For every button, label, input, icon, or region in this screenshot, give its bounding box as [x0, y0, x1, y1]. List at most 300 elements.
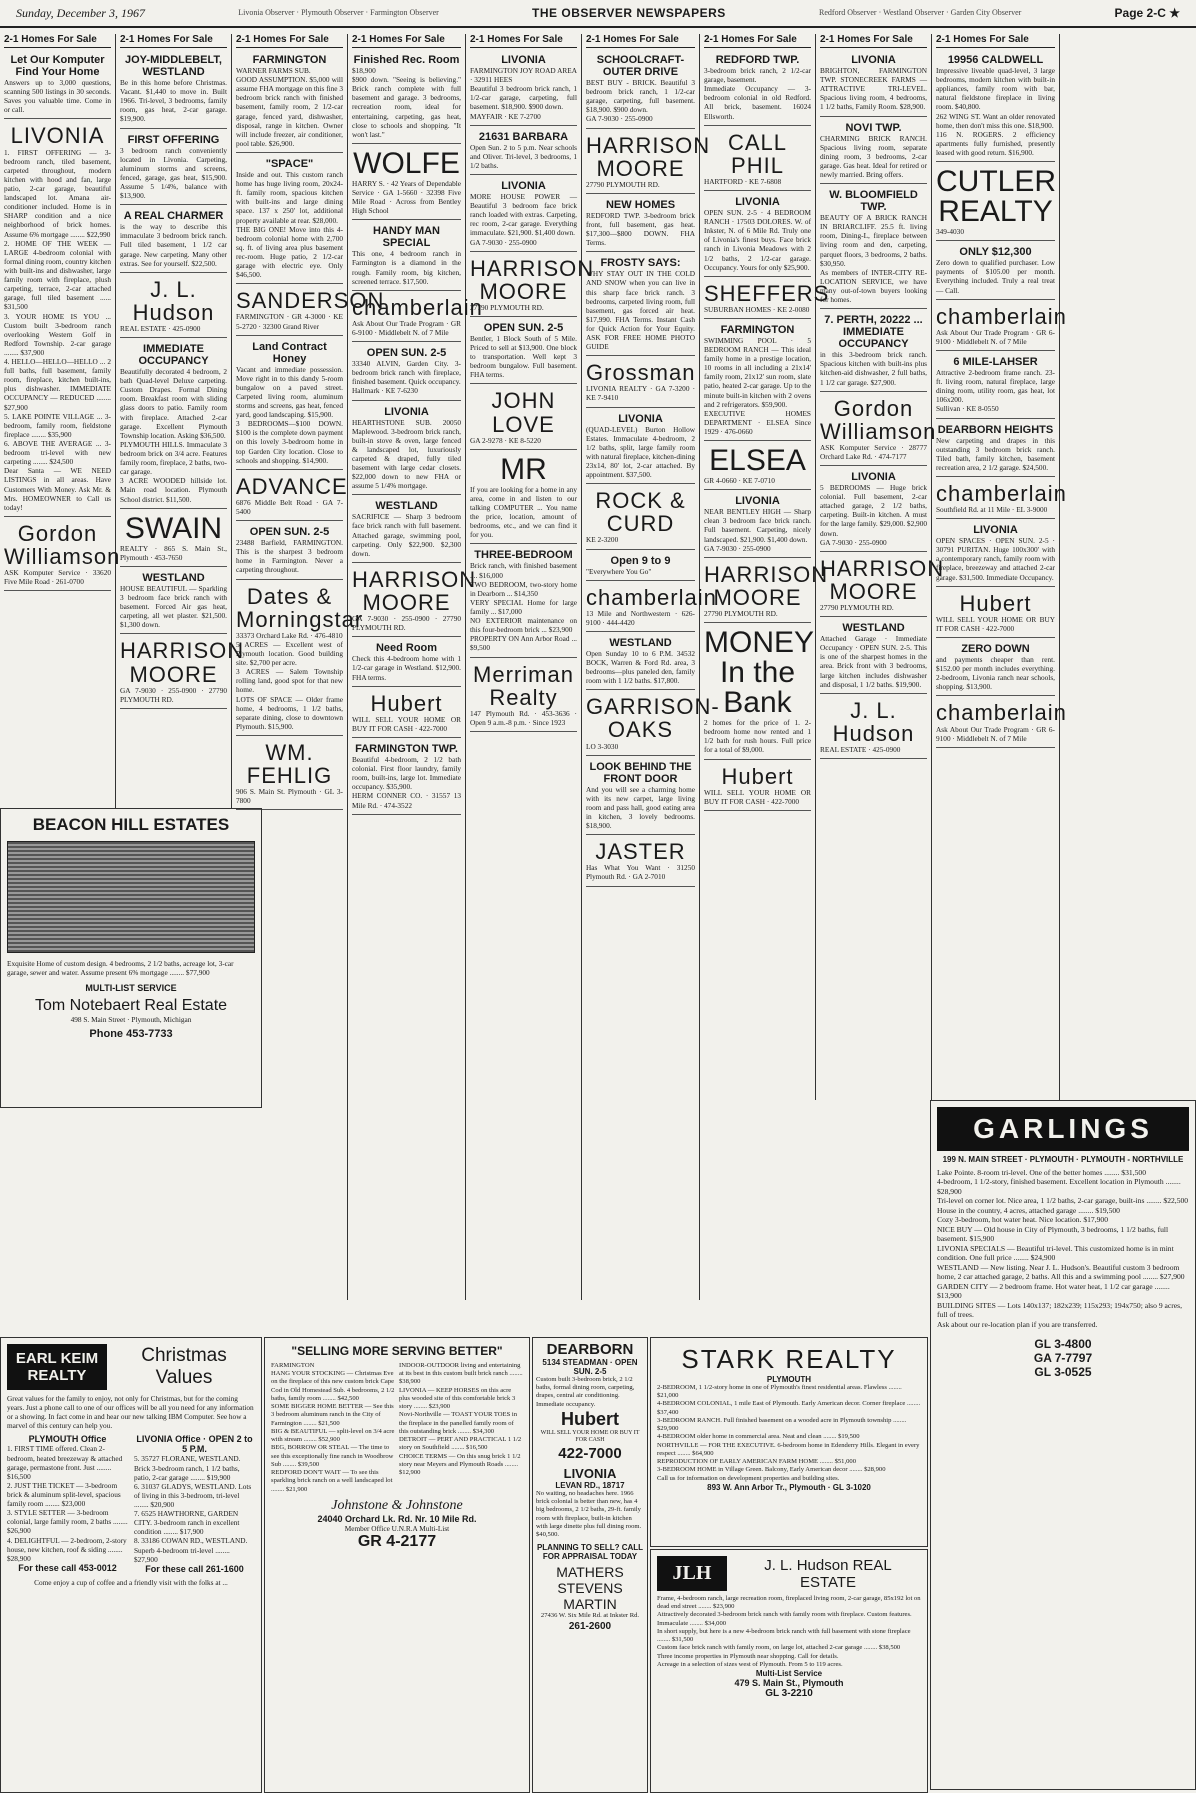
classified-column [582, 34, 720, 1300]
ad-title: FIRST OFFERING [127, 133, 220, 146]
ad-body: and payments cheaper than rent. $152.00 per month includes everything. 2-bedroom, Livonia ranch near schools, shopping. $13,900. [936, 655, 1055, 692]
classified-ad [936, 243, 1055, 299]
classified-ad [820, 311, 927, 391]
classified-ad [704, 762, 811, 811]
ad-body: $18,900 $900 down. "Seeing is believing." Brick ranch complete with full basement and garage. 3 bedrooms, recreation room, ideal for entertaining, carpeting, gas heat, close to schools and shopping. "It won't last." [352, 66, 461, 139]
realtor-name: HARRISON MOORE [704, 561, 829, 610]
ad-body: Ask About Our Trade Program · GR 6-9100 · Middlebelt N. of 7 Mile [352, 318, 461, 337]
ad-title: 6 MILE-LAHSER [953, 355, 1038, 368]
classified-ad [120, 511, 227, 567]
ad-body: in this 3-bedroom brick ranch. Spacious kitchen with built-ins plus kitchen-aid dishwasher, 2 full baths, 1 1/2 car garage. $27,900. [820, 350, 927, 387]
ad-title: LIVONIA [384, 405, 429, 418]
hubert-tagline: WILL SELL YOUR HOME OR BUY IT FOR CASH [540, 1429, 640, 1444]
realtor-name: JASTER [595, 839, 686, 865]
ad-body: 27790 PLYMOUTH RD. [704, 608, 778, 618]
selling-more-title: "SELLING MORE SERVING BETTER" [291, 1344, 503, 1358]
ad-title: WESTLAND [142, 571, 205, 584]
ad-title: HANDY MAN SPECIAL [372, 225, 441, 250]
ad-body: CHARMING BRICK RANCH. Spacious living room, separate dining room, 3 bedrooms, 2-car garage. Gas heat. Ideal for retired or newly married. Bring offers. [820, 133, 927, 179]
ad-body: Answers up to 3,000 questions, scanning 500 listings in 30 seconds. Saves you valuable time. Come in or call. [4, 78, 111, 115]
classified-ad [352, 344, 461, 400]
stark-realty-ad [650, 1337, 928, 1547]
classified-ad [470, 254, 595, 317]
classified-ad [236, 338, 343, 470]
classified-ad [586, 254, 695, 356]
ad-body: 6876 Middle Belt Road · GA 7-5400 [236, 497, 343, 517]
beacon-hill-ad [0, 808, 262, 1108]
classified-ad [352, 565, 477, 637]
jlh-name: J. L. Hudson REAL ESTATE [764, 1556, 892, 1591]
ad-title: LIVONIA [501, 179, 546, 192]
ad-body: is the way to describe this immaculate 3 bedroom brick ranch. Full tiled basement, 1 1/2 car garage. New carpeting. Many other extras. See for yourself. $22,500. [120, 222, 227, 268]
realtor-name: Gordon Williamson [4, 520, 121, 569]
classified-ad [820, 51, 927, 117]
ad-body: LO 3-3030 [586, 741, 619, 751]
classified-ad [820, 619, 927, 694]
ad-body: GA 2-9278 · KE 8-5220 [470, 435, 541, 445]
classified-ad [352, 293, 483, 342]
earl-keim-footer: Come enjoy a cup of coffee and a friendly visit with the folks at ... [34, 1577, 228, 1587]
ad-body: 27790 PLYMOUTH RD. [586, 179, 660, 189]
garlings-listings: Lake Pointe. 8-room tri-level. One of the better homes ........ $31,500 4-bedroom, 1 1/2-story, finished basement. Excellent location in Plymouth ........ $28,900 Tri-level on corner lot. Nice area, 1 1/2 baths, 2-car garage, built-ins ........ $22,500 House in the country, 4 acres, attached garage ........ $19,500 Cozy 3-bedroom, hot water heat. Nice location. $17,900 NICE BUY — Old house in City of Plymouth, 3 bedrooms, 1 1/2 baths, full basement. $15,900 LIVONIA SPECIALS — Beautiful tri-level. This customized home is in mint condition. One full price ........ $24,900 WESTLAND — New listing. Near J. L. Hudson's. Beautiful custom 3 bedroom home, 2 car attached garage, 2 baths. All this and a swimming pool ........ $27,900 GARDEN CITY — 2 bedroom frame. Hot water heat, 1 1/2 car garage ........ $13,900 BUILDING SITES — Lots 140x137; 182x239; 115x293; 194x750; also 9 acres, full of trees. Ask about our re-location plan if you are transferred. [937, 1168, 1189, 1329]
ad-body: 5 BEDROOMS — Huge brick colonial. Full basement, 2-car attached garage, 2 1/2 baths, carpeting. Built-in kitchen. A must for the large family. $29,000. $2,900 down. GA 7-9030 · 255-0900 [820, 483, 927, 547]
realtor-name: LIVONIA [10, 123, 105, 149]
garlings-phone: GL 3-0525 [1034, 1365, 1092, 1380]
classified-ad [236, 523, 343, 579]
stark-location: PLYMOUTH [766, 1375, 812, 1384]
classified-ad [586, 583, 717, 632]
ad-body: Attached Garage · Immediate Occupancy · OPEN SUN. 2-5. This is one of the sharpest homes in the area. Brick front with 3 bedrooms, large kitchen includes dishwasher and disposal, 1 1/2 baths. $19,900. [820, 634, 927, 689]
newspaper-title: THE OBSERVER NEWSPAPERS [532, 6, 726, 20]
house-photo [7, 841, 255, 953]
jl-hudson-ad [650, 1549, 928, 1793]
ad-body: HARTFORD · KE 7-6808 [704, 176, 782, 186]
ad-title: ZERO DOWN [961, 643, 1030, 655]
plymouth-office-phone: For these call 453-0012 [18, 1562, 117, 1573]
ad-body: Attractive 2-bedroom frame ranch. 23-ft. living room, natural fireplace, large dining room, utility room, gas heat, lot 106x200. Sullivan · KE 8-0550 [936, 367, 1055, 414]
ad-body: LIVONIA REALTY · GA 7-3200 · KE 7-9410 [586, 384, 695, 403]
earl-keim-ad [0, 1337, 262, 1793]
ad-body: 33340 ALVIN, Garden City. 3-bedroom brick ranch with fireplace, finished basement. Quick occupancy. Hallmark · KE 7-6230 [352, 359, 461, 396]
ad-body: BRIGHTON, FARMINGTON TWP. STONECREEK FARMS — ATTRACTIVE TRI-LEVEL. Spacious living room, 4 bedrooms, 1 1/2 baths, Family Room. $28,900. [820, 66, 927, 112]
ad-body: Bentler, 1 Block South of 5 Mile. Priced to sell at $13,900. One block to transportation. Well kept 3 bedroom bungalow. Full basement. FHA terms. [470, 333, 577, 380]
classified-ad [236, 286, 385, 335]
jlh-listings: Frame, 4-bedroom ranch, large recreation room, fireplaced living room, 2-car garage, 85x192 lot on dead end street ........ $23,900 Attractively decorated 3-bedroom brick ranch with family room with fireplace. Custom features. Immaculate ........ $34,000 In short supply, but here is a new 4-bedroom brick ranch with full basement with stone fireplace ........ $31,500 Custom face brick ranch with family room, on large lot, attached 2-car garage ........ $38,500 Three income properties in Plymouth near shopping. Call for details. Acreage in a selection of sizes west of Plymouth. From 5 to 119 acres. [657, 1595, 921, 1668]
classified-ad [470, 546, 577, 657]
realtor-name: HARRISON MOORE [586, 132, 711, 181]
classified-column [466, 34, 595, 1300]
beacon-hill-broker: Tom Notebaert Real Estate [34, 997, 228, 1015]
ad-title: LIVONIA [973, 524, 1018, 537]
classified-ad [936, 51, 1055, 162]
ad-title: W. BLOOMFIELD TWP. [829, 189, 918, 214]
column-heading: 2-1 Homes For Sale [704, 34, 811, 48]
classified-ad [352, 403, 461, 496]
ad-title: NOVI TWP. [845, 121, 902, 134]
classified-ad [4, 51, 111, 119]
livonia-street: LEVAN RD., 18717 [555, 1480, 625, 1490]
classified-column [232, 34, 385, 1300]
classified-ad [936, 353, 1055, 419]
realtor-name: chamberlain [936, 303, 1067, 329]
ad-body: Open Sun. 2 to 5 p.m. Near schools and Oliver. Tri-level, 3 bedrooms, 1 1/2 baths. [470, 142, 577, 170]
stark-address: 893 W. Ann Arbor Tr., Plymouth · GL 3-1020 [707, 1482, 871, 1492]
classified-ad [120, 569, 227, 635]
classified-ad [236, 155, 343, 284]
ad-body: 3-bedroom brick ranch, 2 1/2-car garage, basement. Immediate Occupancy — 3-bedroom colonial in old Redford. All brick, basement. 16024 Ellsworth. [704, 66, 811, 121]
beacon-hill-desc: Exquisite Home of custom design. 4 bedrooms, 2 1/2 baths, acreage lot, 3-car garage, sewer and water. Assume present 6% mortgage ........ $77,900 [7, 959, 234, 978]
column-heading: 2-1 Homes For Sale [470, 34, 577, 48]
stark-listings: 2-BEDROOM, 1 1/2-story home in one of Plymouth's finest residential areas. Flawless ........ $21,000 4-BEDROOM COLONIAL, 1 mile East of Plymouth. Early American decor. Corner fireplace ........ $37,400 3-BEDROOM RANCH. Full finished basement on a wooded acre in Plymouth township ........ $29,900 4-BEDROOM older home in commercial area. Neat and clean ........ $19,500 NORTHVILLE — FOR THE EXECUTIVE. 6-bedroom home in Edenderry Hills. Elegant in every respect ........ $64,900 REPRODUCTION OF EARLY AMERICAN FARM HOME ........ $51,000 3-BEDROOM HOME in Village Green. Balcony, Early American decor ........ $28,900 Call us for information on development properties and building sites. [657, 1384, 921, 1482]
ad-title: A REAL CHARMER [123, 210, 224, 223]
classified-ad [704, 443, 811, 490]
ad-body: REAL ESTATE · 425-0900 [820, 744, 901, 754]
classified-ad [470, 386, 577, 449]
classified-ad [120, 131, 227, 206]
classified-ad [586, 552, 695, 581]
ad-body: HARRY S. · 42 Years of Dependable Service · GA 1-5660 · 32398 Five Mile Road · Across from Bentley High School [352, 178, 461, 216]
bottom-display-ads [0, 1337, 1196, 1793]
ad-title: LOOK BEHIND THE FRONT DOOR [589, 760, 692, 785]
ad-body: WILL SELL YOUR HOME OR BUY IT FOR CASH · 422-7000 [352, 714, 461, 733]
ad-body: SACRIFICE — Sharp 3 bedroom face brick ranch with full basement. Attached garage, swimming pool, carpeting. Only $22,900. $2,300 down. [352, 512, 461, 558]
beacon-hill-phone: Phone 453-7733 [89, 1028, 173, 1041]
classified-ad [586, 196, 695, 252]
ad-body: 906 S. Main St. Plymouth · GL 3-7800 [236, 787, 343, 806]
ad-title: SCHOOLCRAFT-OUTER DRIVE [596, 54, 685, 78]
classified-ad [4, 121, 111, 516]
realtor-name: HARRISON MOORE [120, 638, 245, 687]
ad-body: GA 7-9030 · 255-0900 · 27790 PLYMOUTH RD. [120, 685, 227, 704]
ad-body: KE 2-3200 [586, 535, 619, 545]
classified-ad [120, 275, 227, 338]
realtor-name: Gordon Williamson [820, 395, 937, 444]
ad-title: WESTLAND [375, 500, 438, 513]
masthead [0, 0, 1196, 28]
classified-ad [120, 636, 245, 708]
selling-more-ad [264, 1337, 530, 1793]
ad-body: Southfield Rd. at 11 Mile · EL 3-9000 [936, 505, 1048, 515]
realtor-name: ROCK & CURD [595, 488, 686, 537]
realtor-name: WM. FEHLIG [246, 739, 333, 789]
classified-ad [704, 492, 811, 558]
realtor-logo: MONEY In the Bank [704, 626, 815, 720]
classified-column [348, 34, 483, 1300]
ad-body: OPEN SPACES · OPEN SUN. 2-5 · 30791 PURITAN. Huge 100x300' with a contemporary ranch, family room with fireplace, breezeway and attached 2-car garage. $31,500. Immediate Occupancy. [936, 536, 1055, 582]
ad-title: NEW HOMES [605, 198, 676, 211]
ad-body: Check this 4-bedroom home with 1 1/2-car garage in Westland. $12,900. FHA terms. [352, 654, 461, 682]
ad-body: 147 Plymouth Rd. · 453-3636 · Open 9 a.m.-8 p.m. · Since 1923 [470, 708, 577, 727]
ad-body: Inside and out. This custom ranch home has huge living room, 20x24-ft. family room, spacious kitchen with built-ins and large dining space. 137 x 250' lot, additional property available at rear. $28,000. THE BIG ONE! Move into this 4-bedroom colonial home with 2,700 sq. ft. of living area plus basement rec-room. Huge patio, 2 1/2-car garage with electric eye. Only $46,500. [236, 169, 343, 280]
ad-body: ASK Komputer Service · 28777 Orchard Lake Rd. · 474-7177 [820, 442, 927, 461]
realtor-logo: WOLFE [353, 146, 460, 180]
ad-body: FARMINGTON · GR 4-3000 · KE 5-2720 · 32300 Grand River [236, 312, 343, 331]
ad-title: LIVONIA [851, 471, 896, 484]
realtor-name: chamberlain [586, 584, 717, 610]
papers-right: Redford Observer · Westland Observer · Garden City Observer [819, 8, 1022, 17]
realtor-logo: MR [500, 452, 547, 486]
classified-ad [704, 321, 811, 441]
realtor-name: HARRISON MOORE [470, 255, 595, 304]
classified-ad [470, 452, 577, 545]
ad-body: 349-4030 [936, 227, 964, 237]
jlh-address: 479 S. Main St., Plymouth [734, 1678, 844, 1689]
classified-ad [470, 51, 577, 126]
selling-more-right: INDOOR-OUTDOOR living and entertaining at its best in this custom built brick ranch ........ $38,900 LIVONIA — KEEP HORSES on this acre plus wooded site of this comfortable brick 3 story ........ $23,900 Novi-Northville — TOAST YOUR TOES in the fireplace in the panelled family room of this outstanding brick ........ $34,300 DETROIT — PERT AND PRACTICAL 1 1/2 story on Southfield ........ $16,500 CHOICE TERMS — On this snug brick 1 1/2 story near Meyers and Plymouth Roads ........ $12,900 [399, 1362, 523, 1477]
dearborn-open: 5134 STEADMAN · OPEN SUN. 2-5 [542, 1358, 638, 1376]
ad-title: 21631 BARBARA [478, 130, 569, 143]
ad-body: SUBURBAN HOMES · KE 2-0080 [704, 304, 810, 314]
ad-body: Beautifully decorated 4 bedroom, 2 bath Quad-level Deluxe carpeting. Custom Drapes. Formal Dining room. Breakfast room with sliding glass doors to patio. Family room with fireplace. Attached 2-car garage. Excellent Plymouth Township location. Asking $36,500. PLYMOUTH HILLS. Immaculate 3 bedroom brick on 3/4 acre. Features family room, fireplace, 2 baths, two-car garage. 3 ACRE WOODED hillside lot. Main road location. Plymouth School district. $11,500. [120, 367, 227, 504]
classified-column [116, 34, 245, 808]
classified-ad [586, 837, 695, 886]
hubert-logo: Hubert [561, 1408, 619, 1429]
classified-column [700, 34, 830, 1100]
realtor-name: J. L. Hudson [832, 697, 915, 746]
garlings-logo: GARLINGS [937, 1107, 1189, 1151]
classified-ad [820, 186, 927, 309]
ad-title: WESTLAND [609, 636, 672, 649]
column-heading: 2-1 Homes For Sale [120, 34, 227, 48]
ad-title: LIVONIA [618, 412, 663, 425]
ad-title: "SPACE" [265, 157, 314, 170]
page-number: Page 2-C ★ [1114, 6, 1180, 20]
classified-ad [704, 625, 815, 759]
realtor-logo: ELSEA [709, 444, 806, 478]
appraisal-text: PLANNING TO SELL? CALL FOR APPRAISAL TODAY [536, 1543, 644, 1562]
ad-body: 27790 PLYMOUTH RD. [820, 602, 894, 612]
column-heading: 2-1 Homes For Sale [820, 34, 927, 48]
ad-title: Need Room [375, 642, 438, 655]
ad-title: FROSTY SAYS: [600, 257, 681, 270]
realtor-name: JOHN LOVE [491, 388, 556, 437]
classified-ad [352, 51, 461, 144]
ad-title: LIVONIA [735, 195, 780, 208]
realtor-name: SHEFFERS [704, 280, 830, 306]
classified-ad [236, 472, 348, 521]
ad-title: FARMINGTON TWP. [355, 742, 458, 755]
ad-title: OPEN SUN. 2-5 [249, 526, 330, 539]
garlings-address: 199 N. MAIN STREET · PLYMOUTH · PLYMOUTH - NORTHVILLE [942, 1155, 1184, 1164]
beacon-hill-title: BEACON HILL ESTATES [32, 815, 230, 834]
garlings-phone: GL 3-4800 [1034, 1337, 1092, 1352]
ad-title: DEARBORN HEIGHTS [937, 423, 1054, 436]
papers-left: Livonia Observer · Plymouth Observer · Farmington Observer [238, 8, 439, 17]
column-heading: 2-1 Homes For Sale [4, 34, 111, 48]
ad-body: REDFORD TWP. 3-bedroom brick front, full basement, gas heat. $17,300—$800 DOWN. FHA Terms. [586, 210, 695, 248]
livonia-office-title: LIVONIA Office · OPEN 2 to 5 P.M. [136, 1434, 253, 1455]
plymouth-office-listings: 1. FIRST TIME offered. Clean 2-bedroom, heated breezeway & attached garage, permastone front. Just ........ $16,500 2. JUST THE TICKET — 3-bedroom brick & aluminum split-level, spacious family room ........ $23,000 3. STYLE SETTER — 3-bedroom colonial, large family room, 2 baths ........ $26,900 4. DELIGHTFUL — 2-bedroom, 2-story house, new kitchen, roof & siding ........ $28,900 [7, 1444, 128, 1563]
classified-ad [704, 193, 811, 277]
realtor-name: Hubert [370, 690, 443, 716]
selling-more-address: 24040 Orchard Lk. Rd. Nr. 10 Mile Rd. [317, 1513, 477, 1524]
mathers-phone: 261-2600 [568, 1620, 612, 1632]
ad-body: BEST BUY - BRICK. Beautiful 3 bedroom brick ranch, 1 1/2-car garage, carpeting, full basement. $18,900. $900 down. GA 7-9030 · 255-0900 [586, 78, 695, 124]
classified-ad [820, 554, 945, 617]
realtor-name: GARRISON-OAKS [586, 694, 720, 743]
ad-body: NEAR BENTLEY HIGH — Sharp clean 3 bedroom face brick ranch. Full basement. Carpeting, nicely landscaped. $21,900. $1,400 down. GA 7-9030 · 255-0900 [704, 507, 811, 553]
realtor-logo: CUTLER REALTY [936, 165, 1057, 229]
ad-body: Zero down to qualified purchaser. Low payments of $105.00 per month. Everything included. Truly a real treat — Call. [936, 258, 1055, 295]
ad-body: BEAUTY OF A BRICK RANCH IN BRIARCLIFF. 25.5 ft. living room, Dining-L, fireplace between living room and den, carpeting, parquet floors, 3 bedrooms, 2 baths. $30,950. As members of INTER-CITY RE-LOCATION SERVICE, we have many out-of-town buyers looking for homes. [820, 213, 927, 305]
ad-body: Impressive liveable quad-level, 3 large bedrooms, modern kitchen with built-in appliances, family room with bar, natural fieldstone fireplace in living room. $40,800. 262 WING ST. Want an older renovated home, then don't miss this one. $18,900. 116 N. ROGERS. 2 efficiency apartments fully furnished, presently leased with good return. $16,900. [936, 66, 1055, 157]
ad-body: HEARTHSTONE SUB. 20050 Maplewood. 3-bedroom brick ranch, built-in stove & oven, large fenced & landscaped lot, luxuriously carpeted & draped, fully tiled basement with large cedar closets. $22,000 down to new FHA or assume 5 1/4% mortgage. [352, 417, 461, 491]
ad-title: JOY-MIDDLEBELT, WESTLAND [125, 54, 222, 78]
classified-ad [820, 696, 927, 759]
classified-ad [936, 302, 1067, 351]
classified-ad [470, 177, 577, 252]
classified-ad [936, 640, 1055, 696]
ad-title: Let Our Komputer Find Your Home [10, 54, 105, 78]
ad-title: 7. PERTH, 20222 ... IMMEDIATE OCCUPANCY [824, 314, 923, 351]
ad-body: And you will see a charming home with its new carpet, large living room and pass hall, good eating area in kitchen, 3 lovely bedrooms. $18,900. [586, 784, 695, 831]
classified-ad [4, 519, 121, 591]
ad-body: Ask About Our Trade Program · GR 6-9100 · Middlebelt N. of 7 Mile [936, 724, 1055, 743]
classified-ad [470, 128, 577, 175]
realtor-name: Hubert [721, 763, 794, 789]
ad-body: OPEN SUN. 2-5 · 4 BEDROOM RANCH · 17503 DOLORES. W. of Inkster, N. of 6 Mile Rd. Truly one of Livonia's finest buys. Face brick ranch in Livonia Meadows with 2 1/2 baths, 2 1/2-car garage. Occupancy. Yours for only $25,900. [704, 207, 811, 272]
ad-body: This one, 4 bedroom ranch in Farmington is a diamond in the rough. Family room, big kitchen, screened terrace. $17,500. [352, 249, 461, 286]
johnstone-logo: Johnstone & Johnstone [331, 1497, 463, 1513]
ad-title: OPEN SUN. 2-5 [366, 347, 447, 360]
ad-title: THREE-BEDROOM [474, 549, 573, 562]
livonia-office-listings: 5. 35727 FLORANE, WESTLAND. Brick 3-bedroom ranch, 1 1/2 baths, patio, 2-car garage ........ $19,900 6. 31037 GLADYS, WESTLAND. Lots of living in this 3-bedroom, tri-level ........ $20,900 7. 6525 HAWTHORNE, GARDEN CITY. 3-bedroom ranch in excellent condition ........ $17,900 8. 33186 COWAN RD., WESTLAND. Superb 4-bedroom tri-level ........ $27,900 [134, 1454, 252, 1564]
realtor-logo: SWAIN [124, 511, 223, 545]
realtor-name: SANDERSON [236, 288, 385, 314]
classified-ad [120, 340, 227, 509]
classified-ad [586, 358, 695, 407]
livonia-office-phone: For these call 261-1600 [145, 1563, 244, 1574]
ad-title: Open 9 to 9 [610, 554, 671, 567]
ad-body: WILL SELL YOUR HOME OR BUY IT FOR CASH · 422-7000 [936, 614, 1055, 633]
classified-ad [352, 689, 461, 738]
classified-ad [586, 410, 695, 485]
ad-body: 13 Mile and Northwestern · 626-9100 · 444-4420 [586, 608, 695, 627]
ad-body: FARMINGTON JOY ROAD AREA · 32911 HEES Beautiful 3 bedroom brick ranch, 1 1/2-car garage, carpeting, full basement. $18,900. $900 down. MAYFAIR · KE 7-2700 [470, 66, 577, 121]
classified-ad [470, 660, 577, 732]
livonia-desc: No waiting, no headaches here. 1966 brick colonial is better than new, has 4 big bedrooms, 2 1/2 baths, 29-ft. family room with fireplace, built-in kitchen with large dinette plus full dining room. $40,500. [536, 1489, 642, 1539]
realtor-name: J. L. Hudson [132, 276, 215, 325]
ad-body: New carpeting and drapes in this outstanding 3 bedroom brick ranch. Tiled bath, family kitchen, basement recreation area, 2 1/2 garage. $24,500. [936, 435, 1055, 472]
realtor-name: HARRISON MOORE [820, 555, 945, 604]
classified-ad [586, 51, 695, 129]
beacon-hill-service: MULTI-LIST SERVICE [85, 983, 177, 994]
jlh-logo: JLH [657, 1556, 727, 1591]
realtor-name: Grossman [586, 360, 696, 386]
ad-body: REALTY · 865 S. Main St., Plymouth · 453-7650 [120, 543, 227, 562]
classified-ad [936, 164, 1055, 241]
selling-more-phone: GR 4-2177 [357, 1532, 437, 1550]
ad-body: REAL ESTATE · 425-0900 [120, 323, 201, 333]
garlings-phone: GA 7-7797 [1033, 1351, 1093, 1366]
classified-ad [236, 738, 343, 810]
mathers-logo: MATHERS STEVENS MARTIN [556, 1564, 624, 1613]
classified-ad [820, 468, 927, 552]
classified-ad [936, 698, 1067, 747]
realtor-name: ADVANCE [236, 473, 348, 499]
classified-ad [352, 740, 461, 815]
ad-body: 2 homes for the price of 1. 2-bedroom home now rented and 1 1/2 bath for rush hours. Full price for a total of $9,000. [704, 718, 811, 755]
realtor-name: Dates & Morningstar [236, 583, 364, 632]
ad-title: REDFORD TWP. [715, 54, 800, 66]
ad-title: FARMINGTON [252, 54, 327, 66]
classified-ad [352, 146, 461, 220]
ad-title: ONLY $12,300 [959, 246, 1032, 259]
classified-ad [820, 119, 927, 185]
ad-body: Beautiful 4-bedroom, 2 1/2 bath colonial. First floor laundry, family room, built-ins, large lot. Immediate occupancy. $35,900. HERM CONNER CO. · 31557 13 Mile Rd. · 474-3522 [352, 754, 461, 810]
beacon-hill-address: 498 S. Main Street · Plymouth, Michigan [70, 1015, 192, 1025]
classified-column [0, 34, 121, 808]
ad-body: Be in this home before Christmas. Vacant. $1,440 to move in. Built 1966. Tri-level, 3 bedrooms, family room, gas heat, 2-car garage. $19,900. [120, 78, 227, 124]
realtor-name: HARRISON MOORE [352, 566, 477, 616]
ad-body: Open Sunday 10 to 6 P.M. 34532 BOCK, Warren & Ford Rd. area, 3 bedrooms—plus paneled den, family room with 1 1/2 baths. $17,800. [586, 648, 695, 686]
ad-body: 33373 Orchard Lake Rd. · 476-4810 5 ACRES — Excellent west of Plymouth location. Good building site. $2,700 per acre. 3 ACRES — Salem Township rolling land, good spot for that new home. LOTS OF SPACE — Older frame home, 4 bedrooms, 1 1/2 baths, separate dining, close to downtown Plymouth. $15,900. [236, 630, 343, 731]
ad-body: ASK Komputer Service · 33620 Five Mile Road · 261-0700 [4, 568, 111, 587]
ad-body: 3 bedroom ranch conveniently located in Livonia. Carpeting, aluminum storms and screens, fenced, garage, gas heat, $15,900. Assume 5 1/4%, balance with $13,900. [120, 145, 227, 201]
classified-ad [936, 479, 1067, 519]
classified-ad [704, 51, 811, 126]
dearborn-livonia-ad [532, 1337, 648, 1793]
column-heading: 2-1 Homes For Sale [236, 34, 343, 48]
ad-title: IMMEDIATE OCCUPANCY [138, 343, 209, 368]
classified-ad [470, 319, 577, 385]
classified-ad [236, 51, 343, 153]
ad-body: WHY STAY OUT IN THE COLD AND SNOW when you can live in this sharp face brick ranch. 3 bedrooms, carpeted living room, full basement, gas forced air heat. $17,990. FHA Terms. Instant Cash for Quick Action for Your Equity. ASK FOR FREE HOME PHOTO GUIDE [586, 269, 695, 352]
classified-ad [704, 128, 811, 191]
classified-ad [352, 222, 461, 290]
livonia-heading: LIVONIA [563, 1465, 617, 1481]
earl-keim-intro: Great values for the family to enjoy, not only for Christmas, but for the coming years. Just a phone call to one of our offices will be all you need for any information or a showing. In fact come in and hear our new talking IBM Computer. See how a marvel of this century can help you. [7, 1394, 254, 1431]
realtor-name: chamberlain [352, 294, 483, 320]
classified-ad [352, 639, 461, 686]
ad-body: SWIMMING POOL · 5 BEDROOM RANCH — This ideal family home in a prestige location, 10 rooms in all including a 21x14' family room, 21x12' sun room, slate patio, heated 2-car garage. Up to the minute built-in kitchen with 2 ovens and 2 refrigerators. $59,900. EXECUTIVE HOMES DEPARTMENT · ELSEA Since 1929 · 476-0660 [704, 335, 811, 437]
ad-body: GR 4-0660 · KE 7-0710 [704, 476, 775, 486]
ad-body: Brick ranch, with finished basement .... $16,000 TWO BEDROOM, two-story home in Dearborn ... $14,350 VERY SPECIAL Home for large family ... $17,000 NO EXTERIOR maintenance on this four-bedroom brick ... $23,900 PROPERTY ON Ann Arbor Road ... $9,500 [470, 561, 577, 653]
ad-body: 23488 Barfield, FARMINGTON. This is the sharpest 3 bedroom home in Farmington. Never a carpeting throughout. [236, 538, 343, 575]
ad-body: 1. FIRST OFFERING — 3-bedroom ranch, tiled basement, carpeted throughout, modern kitchen with hood and fan, large patio, 2-car garage, beautiful landscaped lot. Amana air-conditioner included. Home is in SHARP condition and a nice neighborhood of brick homes. Assume 6% mortgage ........ $22,990 2. HOME OF THE WEEK — LARGE 4-bedroom colonial with formal dining room, country kitchen with built-ins and dishwasher, large family room with fireplace, plush carpeting, terrace, 2-car attached garage, full tiled basement ...... $31,500 3. YOUR HOME IS YOU ... Custom built 3-bedroom ranch overlooking Western Golf in Redford Township. 2-car garage ........ $37,900 4. HELLO—HELLO—HELLO ... 2 full baths, full basement, family room, fireplace, kitchen built-ins, plus dishwasher. IMMEDIATE OCCUPANCY — REDUCED ........ $27,900 5. LAKE POINTE VILLAGE ... 3-bedroom, family room, fieldstone fireplace ........ $35,900 6. ABOVE THE AVERAGE ... 3-bedroom tri-level with new carpeting ........ $24,500 Dear Santa — WE NEED LISTINGS in all areas. Have Customers With Money. Ask Mr. & Mrs. HOMEOWNER to Call us today! [4, 147, 111, 512]
realtor-name: Hubert [959, 590, 1032, 616]
ad-body: GA 7-9030 · 255-0900 · 27790 PLYMOUTH RD. [352, 614, 461, 633]
column-heading: 2-1 Homes For Sale [586, 34, 695, 48]
plymouth-office-title: PLYMOUTH Office [28, 1434, 107, 1445]
classified-column [932, 34, 1067, 1100]
classified-ad [704, 279, 830, 319]
classified-ad [120, 51, 227, 129]
classified-ad [936, 589, 1055, 638]
classified-ad [936, 421, 1055, 477]
column-heading: 2-1 Homes For Sale [352, 34, 461, 48]
ad-title: LIVONIA [735, 495, 780, 508]
classified-ad [936, 521, 1055, 587]
stark-logo: STARK REALTY [681, 1344, 897, 1374]
ad-body: HOUSE BEAUTIFUL — Sparkling 3 bedroom face brick ranch with basement. Forced Air gas heat, carpeting, all wet plaster. $21,500. $1,300 down. [120, 583, 227, 630]
selling-more-mls: Member Office U.N.R.A Multi-List [344, 1523, 450, 1533]
hubert-phone: 422-7000 [558, 1444, 622, 1462]
ad-body: MORE HOUSE POWER — Beautiful 3 bedroom face brick ranch loaded with extras. Carpeting, rec room, 2-car garage. Everything immaculate. $21,900. $1,400 down. GA 7-9030 · 255-0900 [470, 191, 577, 247]
issue-date: Sunday, December 3, 1967 [16, 5, 145, 20]
classified-ad [586, 486, 695, 549]
ad-body: (QUAD-LEVEL) Burton Hollow Estates. Immaculate 4-bedroom, 2 1/2 baths, split, large family room with natural fireplace, kitchen-dining 23x14, 80' lot, 2-car attached. By appointment. $37,500. [586, 424, 695, 480]
jlh-phone: GL 3-2210 [765, 1688, 813, 1700]
classified-ad [820, 394, 937, 466]
ad-title: OPEN SUN. 2-5 [483, 321, 564, 334]
ad-body: 27790 PLYMOUTH RD. [470, 302, 544, 312]
classified-ad [586, 758, 695, 836]
ad-body: Vacant and immediate possession. Move right in to this dandy 5-room bungalow on a paved street. Carpeted living room, aluminum storms and screens, gas heat, fenced yard, good landscaping. $15,900. 3 BEDROOMS—$100 DOWN. $100 is the complete down payment on this lovely 3-bedroom home in top Garden City location. Close to schools and shopping. $14,900. [236, 364, 343, 465]
earl-keim-headline: Christmas Values [141, 1345, 227, 1388]
realtor-name: Merriman Realty [473, 661, 574, 710]
mathers-address: 27436 W. Six Mile Rd. at Inkster Rd. [540, 1612, 640, 1620]
